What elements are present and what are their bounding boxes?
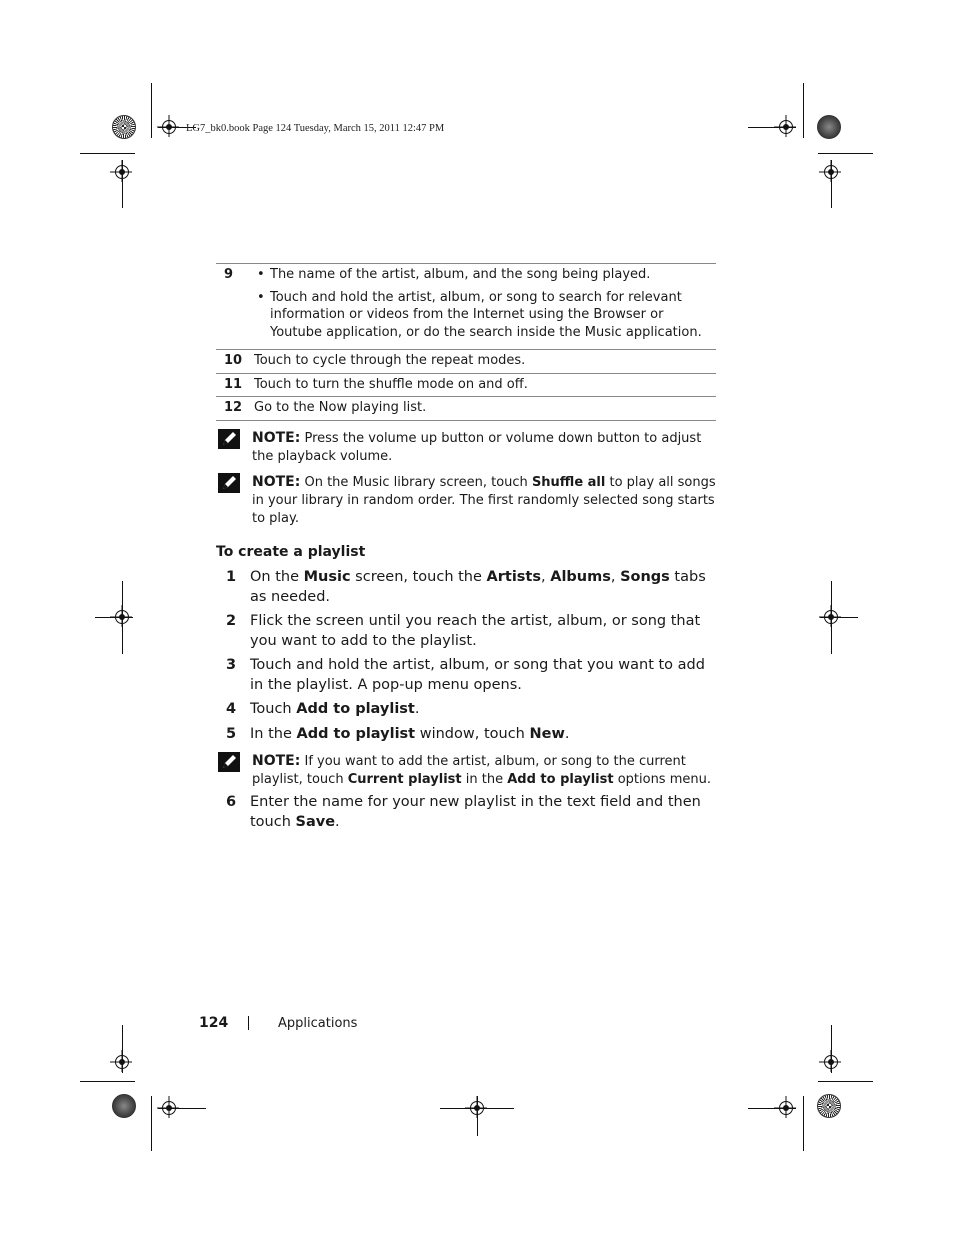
step-text: .: [335, 813, 340, 830]
step-text: ,: [610, 569, 621, 585]
registration-mark-icon: [115, 165, 129, 179]
footer-divider: [248, 1016, 249, 1030]
note-text: If you want to add the artist, album, or song to the current playlist, touch: [252, 754, 686, 787]
step-item: [218, 612, 718, 651]
note-text: options menu.: [617, 772, 711, 787]
registration-mark-icon: [162, 120, 176, 134]
controls-table: [216, 263, 716, 421]
starburst-icon: [817, 115, 841, 139]
table-row: [216, 264, 716, 350]
step-item: [218, 700, 718, 720]
step-bold: Artists: [486, 569, 541, 585]
note-bold: Add to playlist: [507, 772, 614, 787]
pencil-note-icon: [218, 752, 240, 772]
registration-mark-icon: [115, 610, 129, 624]
step-text: Enter the name for your new playlist in the text field and then touch: [250, 794, 701, 830]
row-number: 9: [224, 267, 234, 282]
step-number: 4: [226, 701, 237, 717]
note-text: to play all songs in your library in random order. The first randomly selected song starts to play.: [252, 475, 716, 526]
step-text: In the: [250, 725, 297, 742]
step-number: 5: [226, 725, 237, 742]
step-item: [218, 793, 718, 832]
step-text: Touch and hold the artist, album, or song that you want to add in the playlist. A pop-up menu opens.: [250, 657, 705, 693]
note-volume: [218, 429, 718, 466]
row-number: 12: [224, 400, 243, 415]
row-description: Touch to cycle through the repeat modes.: [254, 353, 526, 368]
step-text: On the: [250, 569, 304, 585]
pencil-note-icon: [218, 473, 240, 493]
registration-mark-icon: [824, 165, 838, 179]
registration-mark-icon: [162, 1101, 176, 1115]
table-row: [216, 397, 716, 421]
table-row: [216, 350, 716, 374]
step-text: Touch: [250, 701, 297, 717]
step-bold: Albums: [550, 569, 611, 585]
step-bold: Add to playlist: [296, 725, 416, 742]
step-text: Flick the screen until you reach the artist, album, or song that you want to add to the playlist.: [250, 613, 701, 649]
step-bold: Add to playlist: [296, 701, 415, 717]
starburst-icon: [112, 115, 136, 139]
note-current-playlist: [218, 752, 718, 789]
note-text: in the: [465, 772, 504, 787]
step-text: .: [564, 725, 570, 742]
footer-section-name: Applications: [278, 1016, 358, 1031]
steps-list-continued: [218, 793, 718, 837]
starburst-icon: [112, 1094, 136, 1118]
bullet-list: [254, 266, 716, 341]
step-text: tabs as needed.: [250, 569, 706, 605]
row-number: 10: [224, 353, 243, 368]
step-text: ,: [541, 569, 551, 585]
step-item: [218, 568, 718, 607]
pencil-note-icon: [218, 429, 240, 449]
row-description: [254, 264, 716, 350]
note-bold: Current playlist: [347, 772, 462, 787]
note-shuffle: [218, 473, 718, 528]
print-header: LG7_bk0.book Page 124 Tuesday, March 15, 2011 12:47 PM: [186, 123, 445, 134]
registration-mark-icon: [779, 120, 793, 134]
note-bold: Shuffle all: [531, 475, 606, 490]
row-description: Touch to turn the shuffle mode on and off.: [254, 376, 528, 392]
row-description: Go to the Now playing list.: [254, 400, 427, 415]
step-bold: New: [529, 725, 565, 742]
list-item: • Touch and hold the artist, album, or song to search for relevant information or videos from the Internet using the Browser or Youtube application, or do the search inside the Music application.: [270, 289, 716, 342]
step-bold: Songs: [620, 569, 670, 585]
section-heading: To create a playlist: [216, 544, 366, 560]
step-text: screen, touch the: [350, 569, 487, 585]
step-item: [218, 725, 718, 745]
note-label: NOTE:: [252, 753, 301, 769]
note-label: NOTE:: [252, 474, 301, 490]
step-item: [218, 656, 718, 695]
row-number: 11: [224, 376, 243, 392]
steps-list: [218, 568, 718, 749]
registration-mark-icon: [470, 1101, 484, 1115]
list-item: • The name of the artist, album, and the song being played.: [270, 266, 716, 284]
step-text: .: [414, 701, 420, 717]
step-number: 1: [226, 569, 237, 585]
registration-mark-icon: [779, 1101, 793, 1115]
step-number: 2: [226, 613, 237, 629]
table-row: [216, 373, 716, 397]
registration-mark-icon: [824, 1055, 838, 1069]
registration-mark-icon: [115, 1055, 129, 1069]
step-number: 6: [226, 794, 237, 810]
step-bold: Music: [303, 569, 351, 585]
registration-mark-icon: [824, 610, 838, 624]
starburst-icon: [817, 1094, 841, 1118]
note-text: On the Music library screen, touch: [304, 475, 528, 490]
step-text: window, touch: [415, 725, 530, 742]
step-bold: Save: [295, 813, 336, 830]
step-number: 3: [226, 657, 237, 673]
note-label: NOTE:: [252, 430, 301, 446]
page-number: 124: [199, 1015, 229, 1031]
note-text: Press the volume up button or volume down button to adjust the playback volume.: [252, 431, 702, 464]
